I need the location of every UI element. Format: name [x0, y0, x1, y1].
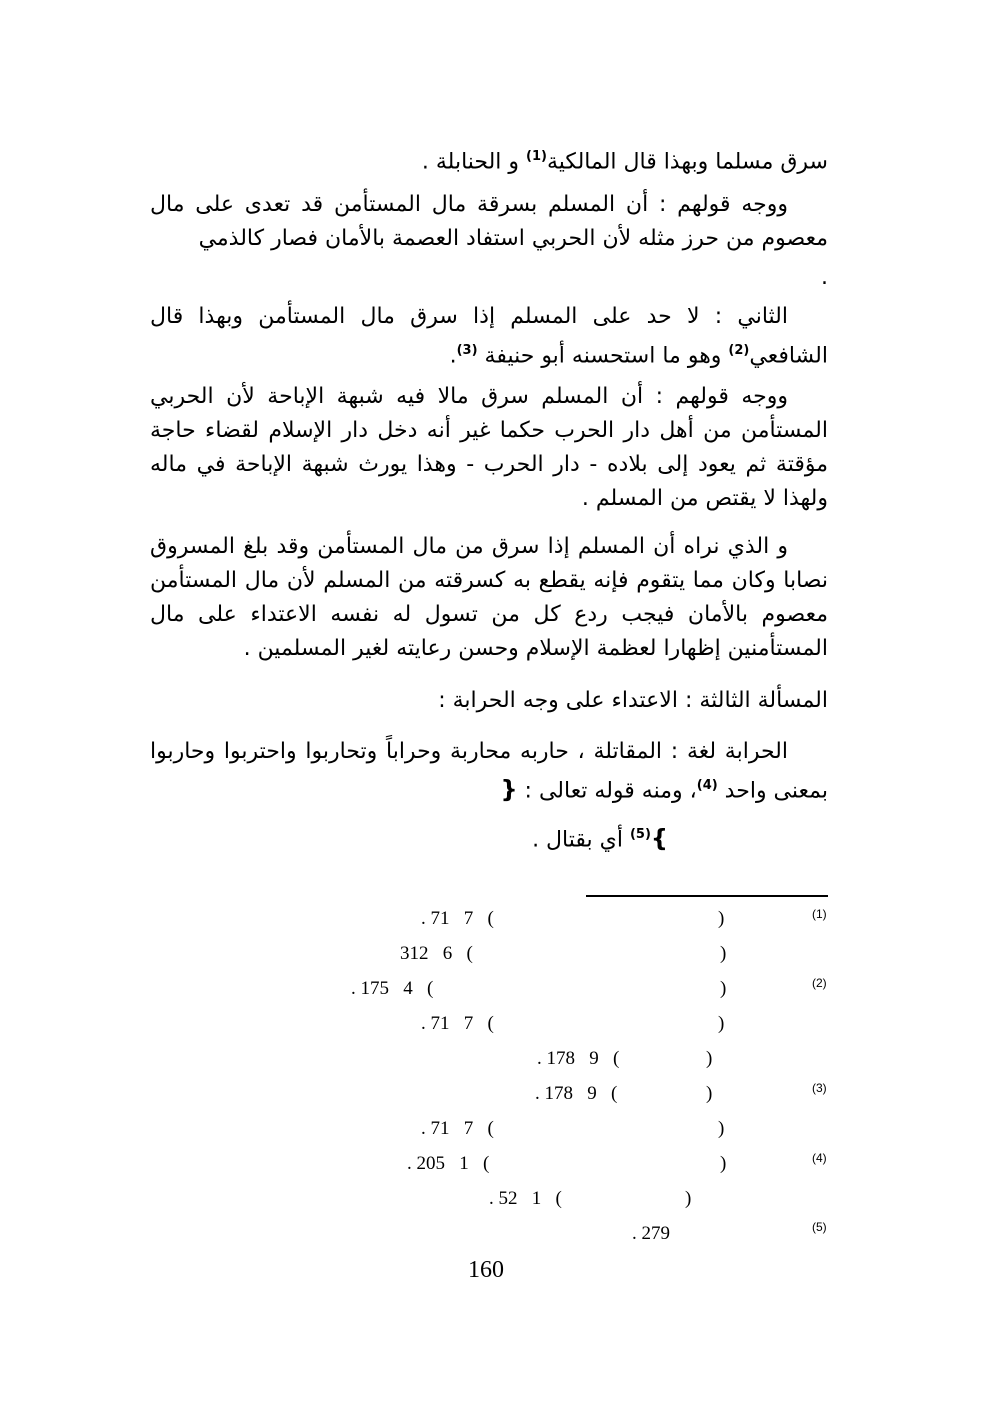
paragraph-1-text: سرق مسلما وبهذا قال المالكية	[546, 149, 828, 175]
footnote-line: . 178 9 (	[537, 1048, 620, 1069]
paragraph-6-text: الحرابة لغة : المقاتلة ، حاربه محاربة وحراباً وتحاربوا واحتربوا وحاربوا بمعنى واحد	[150, 739, 828, 804]
footnote-line: . 178 9 (	[535, 1083, 618, 1104]
footnote-line: . 52 1 (	[489, 1188, 562, 1209]
footnote-line: )	[718, 1118, 725, 1139]
paragraph-2	[150, 188, 828, 256]
quran-brace-close: }	[650, 824, 668, 853]
paragraph-1	[150, 140, 828, 179]
footnote-line: . 71 7 (	[421, 1013, 494, 1034]
footnote-line: )	[720, 943, 727, 964]
footnote-line: . 279	[632, 1223, 670, 1244]
footnote-line: )	[720, 978, 727, 999]
footnote-line: )	[685, 1188, 692, 1209]
footnote-ref-3[interactable]: (3)	[456, 343, 478, 358]
paragraph-3	[150, 300, 828, 373]
paragraph-7-text: أي بقتال .	[532, 827, 630, 853]
paragraph-3-mid: وهو ما استحسنه أبو حنيفة	[477, 343, 729, 369]
quran-brace-open: {	[500, 775, 518, 804]
footnote-line: . 71 7 (	[421, 1118, 494, 1139]
footnote-separator	[586, 895, 828, 897]
footnote-ref-5[interactable]: (5)	[629, 827, 651, 842]
paragraph-4-text: ووجه قولهم : أن المسلم سرق مالا فيه شبهة الإباحة لأن الحربي المستأمن من أهل دار الحرب حكما غير أنه دخل دار الإسلام لقضاء حاجة مؤقتة ثم يعود إلى بلاده - دار الحرب - وهذا يورث شبهة الإباحة في ماله ولهذا لا يقتص من المسلم .	[150, 384, 828, 511]
footnote-marker-3: (3)	[812, 1081, 827, 1095]
paragraph-4	[150, 380, 828, 516]
paragraph-6-end: ، ومنه قوله تعالى :	[517, 778, 697, 804]
paragraph-1-end: و الحنابلة .	[421, 149, 527, 175]
footnote-marker-5: (5)	[812, 1220, 827, 1234]
footnote-line: )	[718, 908, 725, 929]
section-heading	[150, 684, 828, 718]
footnote-line: . 205 1 (	[407, 1153, 490, 1174]
footnote-ref-4[interactable]: (4)	[696, 778, 718, 793]
footnote-line: . 175 4 (	[351, 978, 434, 999]
footnote-line: 312 6 (	[400, 943, 473, 964]
page-number: 160	[468, 1257, 504, 1283]
footnote-marker-2: (2)	[812, 976, 827, 990]
paragraph-2-dot	[150, 261, 828, 295]
footnote-line: . 71 7 (	[421, 908, 494, 929]
footnote-marker-4: (4)	[812, 1151, 827, 1165]
footnote-ref-2[interactable]: (2)	[728, 343, 750, 358]
footnote-line: )	[720, 1153, 727, 1174]
paragraph-2-text: ووجه قولهم : أن المسلم بسرقة مال المستأمن قد تعدى على مال معصوم من حرز مثله لأن الحربي استفاد العصمة بالأمان فصار كالذمي	[150, 192, 828, 251]
footnote-line: )	[718, 1013, 725, 1034]
paragraph-6	[150, 735, 828, 808]
paragraph-7	[150, 818, 828, 857]
footnote-line: )	[706, 1048, 713, 1069]
paragraph-5	[150, 530, 828, 666]
paragraph-5-text: و الذي نراه أن المسلم إذا سرق من مال المستأمن وقد بلغ المسروق نصابا وكان مما يتقوم فإنه يقطع به كسرقته من المسلم لأن مال المستأمن معصوم بالأمان فيجب ردع كل من تسول له نفسه الاعتداء على مال المستأمنين إظهارا لعظمة الإسلام وحسن رعايته لغير المسلمين .	[150, 534, 828, 661]
paragraph-2-dot-text: .	[821, 265, 828, 290]
footnote-line: )	[706, 1083, 713, 1104]
paragraph-3-end: .	[449, 343, 457, 369]
section-heading-text: المسألة الثالثة : الاعتداء على وجه الحرابة :	[438, 688, 828, 713]
footnote-marker-1: (1)	[812, 907, 827, 921]
footnote-ref-1[interactable]: (1)	[526, 149, 547, 164]
paragraph-3-text: الثاني : لا حد على المسلم إذا سرق مال المستأمن وبهذا قال الشافعي	[150, 304, 828, 369]
